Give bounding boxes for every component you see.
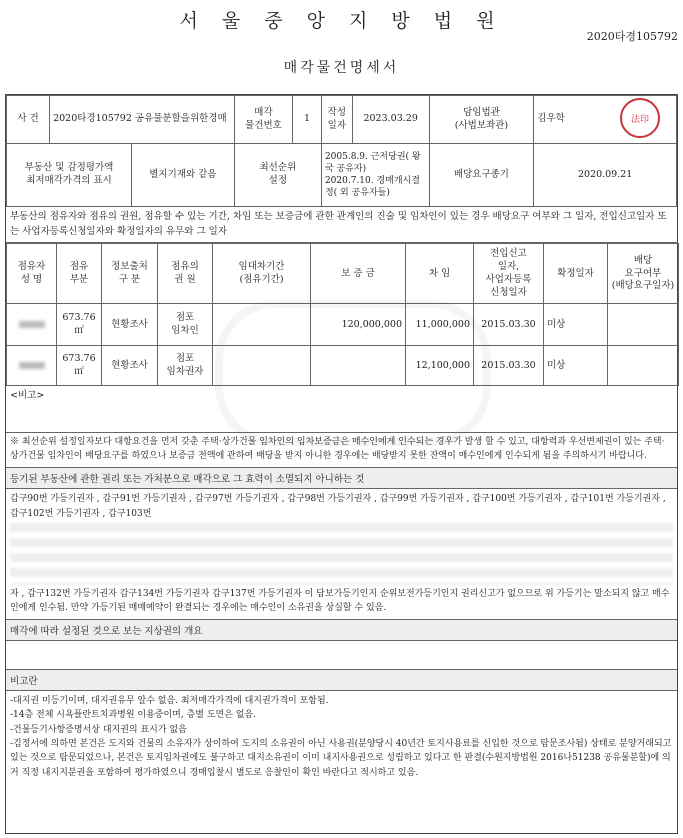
col-deposit: 보 증 금 [311,244,406,304]
priority-value: 2005.8.9. 근저당권( 왕국 공유자) 2020.7.10. 경매개시결정( 외 공유자들) [321,144,429,207]
remark-line: -대지권 미등기이며, 대지권유무 알수 없음. 최저매각가격에 대지권가격이 포함됨. [10,695,329,706]
col-period: 임대차기간 (점유기간) [213,244,311,304]
occupancy-table [6,243,679,386]
tenant-notice: ※ 최선순위 설정일자보다 대항요건을 먼저 갖춘 주택·상가건물 임차인의 임차보증금은 매수인에게 인수되는 경우가 발생 할 수 있고, 대항력과 우선변제권이 있는 주택·상가건물 임차인이 배당요구를 하였으나 보증금 전액에 관하여 배당을 받지 아니한 경우에는 배당받지 못한 잔액이 매수인에게 인수되게 됨을 주의하시기 바랍니다. [6,433,677,468]
col-registration: 전입신고 일자, 사업자등록 신청일자 [474,244,544,304]
occupant-rent: 12,100,000 [406,346,474,386]
occupant-name-redacted [7,304,57,346]
seal-text: 法印 [630,114,649,125]
occupant-fixed-date: 미상 [544,304,608,346]
occupant-right: 점포 임차인 [158,304,213,346]
occupant-name-redacted [7,346,57,386]
valuation-value: 별지기재와 같음 [149,168,217,180]
occupant-right: 점포 임차권자 [158,346,213,386]
item-no-label: 매각 물건번호 [234,96,292,144]
col-demand: 배당 요구여부 (배당요구일자) [608,244,679,304]
demand-date: 2020.09.21 [534,144,677,207]
occupant-registration: 2015.03.30 [474,346,544,386]
occupant-source: 현황조사 [102,304,158,346]
occupant-area: 673.76 ㎡ [57,304,102,346]
judge-label: 담임법관 (사법보좌관) [429,96,534,144]
remarks-body [6,691,677,783]
document-title: 매각물건명세서 [283,60,400,76]
case-label: 사 건 [7,96,50,144]
table-row [7,346,679,386]
valuation-label: 부동산 및 감정평가액 최저매각가격의 표시 [7,144,132,206]
remark-line: -김정서에 의하면 본건은 도지와 건물의 소유자가 상이하여 도지의 소유권이 아닌 사용권(분양당시 40년간 토지사용료를 신입한 것으로 탐문조사됨) 상태로 분양거래되고 있는 것으로 탐문되었으나, 본건은 토지임차권에도 불구하고 대지소유권이 이미 내지사용권으로 성립하고 있다고 한 판결(수원지방법원 2016나51238 공유물분할)에 의거 직정 내지지분권을 포함하여 평가하였으니 경매입찰시 별도로 응찰인이 확인 바란다고 적시하고 있음. [10,739,672,778]
occupancy-intro: 부동산의 점유자와 점유의 권원, 점유할 수 있는 기간, 차임 또는 보증금에 관한 관계인의 진술 및 임차인이 있는 경우 배당요구 여부와 그 일자, 전입신고일자 또는 사업자등록신청일자와 확정일자의 유무와 그 일자 [6,207,677,243]
remark-spacer [6,412,677,433]
case-value: 2020타경105792 공유물분할을위한경매 [50,96,235,144]
occupant-registration: 2015.03.30 [474,304,544,346]
table-row [7,304,679,346]
date-label: 작성 일자 [321,96,352,144]
occupancy-header-row [7,244,679,304]
item-no: 1 [293,96,322,144]
occupant-period [213,346,311,386]
occupant-deposit: 120,000,000 [311,304,406,346]
occupant-period [213,304,311,346]
demand-label: 배당요구종기 [429,144,534,207]
remark-line: -14층 전체 시욕플란트치과병원 이용중이며, 층별 도면은 없음. [10,710,257,721]
rights-line-end: 자 , 갑구132번 가등기권자 갑구134번 가등기권자 갑구137번 가등기권자 이 담보가등기인지 순위보전가등기인지 권리신고가 없으므로 위 가등기는 말소되지 않고 매수인에게 인수됨. 만약 가등기된 매매예약이 완결되는 경우에는 매수인이 소유권을 상실할 수 있음. [10,589,670,614]
occupant-rent: 11,000,000 [406,304,474,346]
col-source: 정보출처 구 분 [102,244,158,304]
occupant-demand [608,304,679,346]
rights-line-start: 갑구90번 가등기권자 , 갑구91번 가등기권자 , 갑구97번 가등기권자 , 갑구98번 가등기권자 , 갑구99번 가등기권자 , 갑구100번 가등기권자 , 갑구101번 가등기권자 , 갑구102번 가등기권자 , 갑구103번 [10,494,666,519]
occupant-area: 673.76 ㎡ [57,346,102,386]
col-part: 점유 부분 [57,244,102,304]
col-right: 점유의 권 원 [158,244,213,304]
occupant-source: 현황조사 [102,346,158,386]
court-name: 서 울 중 앙 지 방 법 원 [179,10,504,32]
case-info-table [6,95,677,207]
col-occupant: 점유자 성 명 [7,244,57,304]
occupant-fixed-date: 미상 [544,346,608,386]
rights-body [6,489,677,620]
priority-label: 최선순위 설정 [234,144,321,207]
judge-name: 김우학 [534,96,677,144]
rights-redacted-block [10,523,673,585]
document-frame [5,94,678,834]
occupant-deposit [311,346,406,386]
remark-line: -건물등기사항증명서상 대지권의 표시가 없음 [10,724,187,735]
case-number: 2020타경105792 [586,30,678,43]
surface-header: 매각에 따라 설정된 것으로 보는 지상권의 개요 [6,620,677,641]
rights-header: 등기된 부동산에 관한 권리 또는 가처분으로 매각으로 그 효력이 소멸되지 아니하는 것 [6,468,677,489]
remarks-header: 비고란 [6,670,677,691]
court-seal-stamp [620,98,660,138]
date: 2023.03.29 [352,96,429,144]
occupant-demand [608,346,679,386]
col-fixed-date: 확정일자 [544,244,608,304]
col-rent: 차 임 [406,244,474,304]
remark-label: <비고> [10,390,45,402]
surface-body [6,641,677,670]
